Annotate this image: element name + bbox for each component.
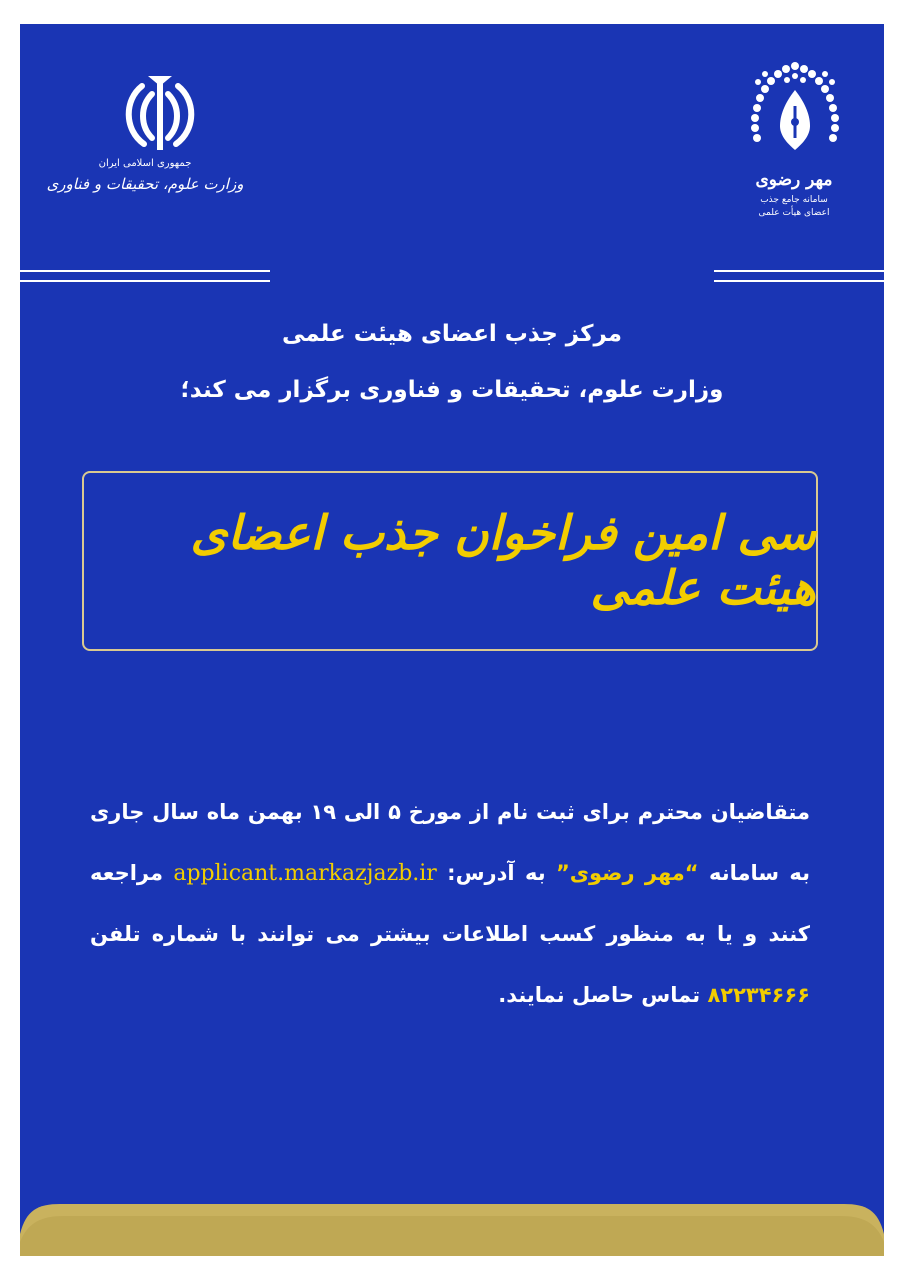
right-rule-bottom [714, 280, 884, 282]
title-box [82, 471, 818, 651]
mehr-sub-1: سامانه جامع جذب [760, 195, 828, 205]
ministry-caption [40, 158, 250, 193]
right-rule-top [714, 270, 884, 272]
call-title: سی امین فراخوان جذب اعضای هیئت علمی [190, 506, 816, 616]
poster [20, 24, 884, 1256]
body-part-4: تماس حاصل نمایند. [498, 983, 708, 1007]
heading-line-1: مرکز جذب اعضای هیئت علمی [281, 321, 623, 347]
left-rule-top [20, 270, 270, 272]
body-part-2: به آدرس: [436, 861, 556, 885]
mehr-caption [734, 170, 854, 220]
iran-emblem-icon [110, 64, 210, 164]
body-part-1: متقاضیان محترم برای ثبت نام از مورخ ۵ الی ۱۹ بهمن ماه سال جاری به سامانه [90, 800, 811, 885]
gold-swoosh [20, 1204, 884, 1256]
mehr-sub-2: اعضای هیأت علمی [758, 208, 830, 218]
ministry-line-1: جمهوری اسلامی ایران [98, 158, 192, 169]
phone-number: ۸۲۲۳۴۶۶۶ [707, 983, 810, 1007]
mehr-razavi-logo-icon [744, 60, 846, 170]
heading-line-2: وزارت علوم، تحقیقات و فناوری برگزار می کند؛ [180, 377, 724, 403]
left-rule-bottom [20, 280, 270, 282]
mehr-name: مهر رضوی [755, 170, 833, 190]
applicant-url-link[interactable]: applicant.markazjazb.ir [173, 861, 437, 886]
heading [20, 306, 884, 418]
announcement-paragraph [90, 782, 810, 1026]
system-name: “مهر رضوی” [555, 861, 699, 885]
ministry-line-2: وزارت علوم، تحقیقات و فناوری [46, 175, 244, 193]
body-part-3: مراجعه کنند و یا به منظور کسب اطلاعات بیشتر می توانند با شماره تلفن [90, 861, 810, 946]
